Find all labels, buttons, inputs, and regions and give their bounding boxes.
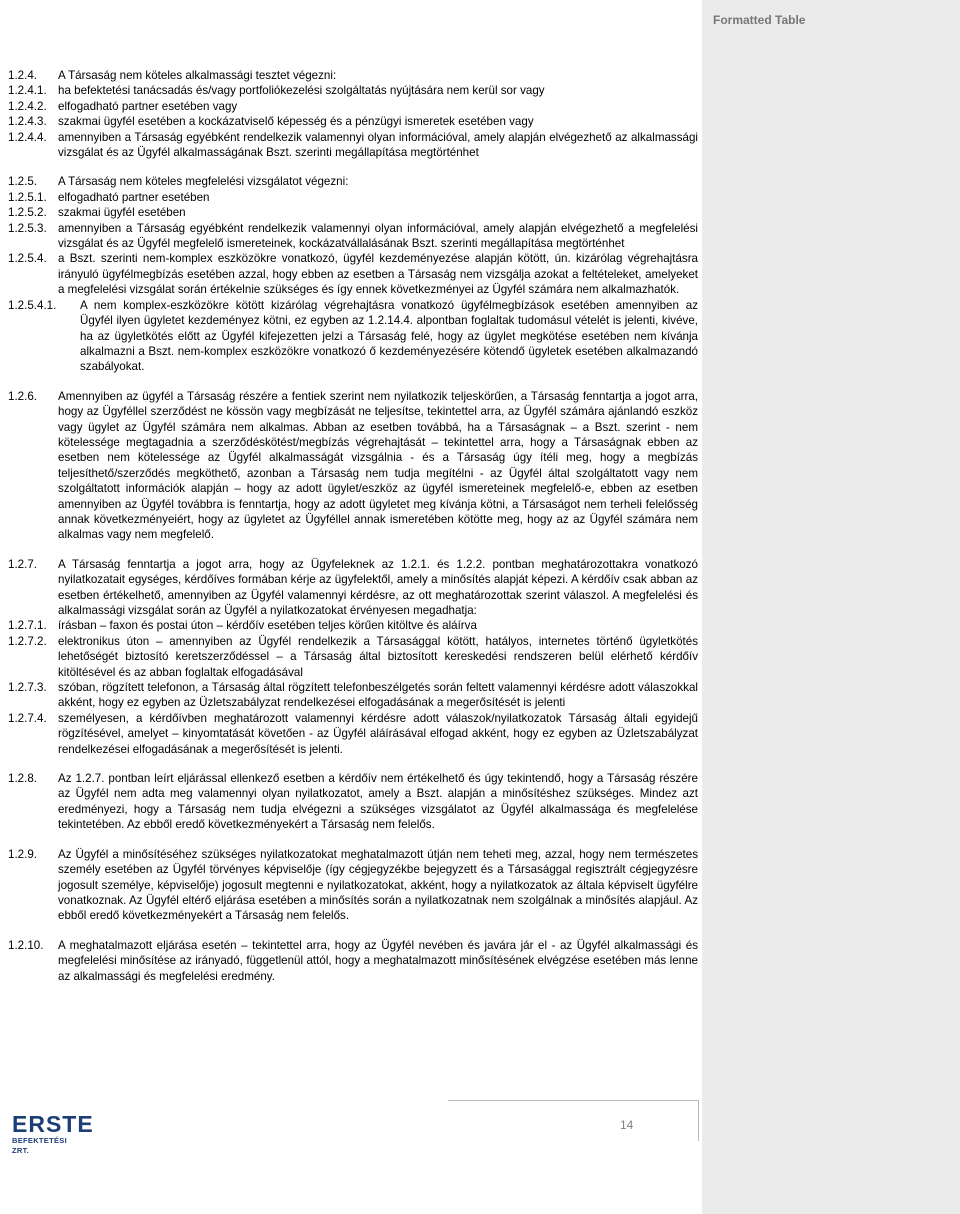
logo-subtext: BEFEKTETÉSI ZRT.: [12, 1136, 67, 1155]
section-text: elfogadható partner esetében vagy: [58, 99, 238, 113]
section-text: Az 1.2.7. pontban leírt eljárással ellenkező esetben a kérdőív nem értékelhető és úgy tekintendő, hogy a Társaság részére az Ügyfél nem adta meg valamennyi olyan nyilatkozatot, amely a Bszt. alapján a minősítéshez szükséges. Mindez azt eredményezi, hogy a Társaság nem tudja elvégezni a szükséges vizsgálatot az Ügyfél alkalmassága és megfelelése tekintetében. Az ebből eredő következményekért a Társaság nem felelős.: [58, 772, 698, 832]
section-1-2-5-3: [8, 221, 698, 252]
section-number: 1.2.6.: [8, 389, 38, 403]
section-text: szakmai ügyfél esetében a kockázatviselő képesség és a pénzügyi ismeretek esetében vagy: [58, 115, 534, 129]
section-number: 1.2.7.3.: [8, 681, 47, 695]
section-text: a Bszt. szerinti nem-komplex eszközökre vonatkozó, ügyfél kezdeményezése alapján kötött, ún. kizárólag végrehajtásra irányuló ügyfélmegbízás esetében azzal, hogy ebben az esetben a Társaság nem vizsgálja azokat a feltételeket, amelyeket a megfelelési vizsgálat során értékelnie szükséges és így ennek következményei az Ügyfél számára nem alkalmazhatók.: [58, 252, 698, 297]
section-text: szakmai ügyfél esetében: [58, 206, 186, 220]
section-1-2-5-4: [8, 251, 698, 297]
section-text: A nem komplex-eszközökre kötött kizárólag végrehajtásra vonatkozó ügyfélmegbízások esetében amennyiben az Ügyfél ilyen ügyletet kezdeményez kötni, ez egyben az 1.2.14.4. alpontban foglaltak tudomásul vételét is jelenti, kivéve, ha az ügyletkötés előtt az Ügyfél kifejezetten jelzi a Társaság felé, hogy az ügylet megkötése esetében nem kívánja alkalmazni a Bszt. nem-komplex eszközökre vonatkozó ő kezdeményezésére kötendő ügyletek esetében alkalmazandó szabályokat.: [80, 298, 698, 374]
section-number: 1.2.7.4.: [8, 711, 47, 725]
section-1-2-4-2: [8, 99, 698, 114]
section-number: 1.2.10.: [8, 938, 44, 952]
section-text: A Társaság nem köteles alkalmassági tesztet végezni:: [58, 69, 337, 82]
section-text: írásban – faxon és postai úton – kérdőív esetében teljes körűen kitöltve és aláírva: [58, 619, 477, 633]
erste-logo: [12, 1111, 94, 1156]
section-number: 1.2.7.2.: [8, 634, 47, 648]
section-1-2-4-1: [8, 83, 698, 98]
section-number: 1.2.5.4.: [8, 252, 47, 266]
section-text: amennyiben a Társaság egyébként rendelkezik valamennyi olyan információval, amely alapján elvégezhető az alkalmassági vizsgálat és az Ügyfél alkalmasságának Bszt. szerinti megállapítása megtörténhet: [58, 130, 698, 160]
section-text: elektronikus úton – amennyiben az Ügyfél rendelkezik a Társasággal kötött, hatályos, internetes történő ügyletkötés lehetőségét biztosító keretszerződéssel – a Társaság által biztosított kereskedési rendszeren belül elérhető kérdőív kitöltésével és az abban foglaltak elfogadásával: [58, 634, 698, 679]
section-number: 1.2.5.: [8, 175, 38, 189]
section-text: szóban, rögzített telefonon, a Társaság által rögzített telefonbeszélgetés során feltett valamennyi kérdésre adott válaszokkal akként, hogy ez egyben az Üzletszabályzat rendelkezései elfogadásának a megerősítését is jelenti: [58, 681, 698, 710]
section-1-2-4: [8, 68, 698, 83]
section-1-2-5: [8, 174, 698, 189]
section-1-2-6: [8, 389, 698, 543]
section-number: 1.2.7.1.: [8, 619, 47, 633]
section-text: ha befektetési tanácsadás és/vagy portfoliókezelési szolgáltatás nyújtására nem kerül sor vagy: [58, 84, 545, 98]
section-1-2-4-4: [8, 130, 698, 161]
section-1-2-9: [8, 847, 698, 924]
section-1-2-7-3: [8, 680, 698, 711]
section-text: A Társaság nem köteles megfelelési vizsgálatot végezni:: [58, 175, 349, 189]
logo-wordmark: ERSTE: [12, 1111, 94, 1137]
section-1-2-7-2: [8, 634, 698, 680]
section-1-2-7: [8, 557, 698, 619]
section-text: A meghatalmazott eljárása esetén – tekintettel arra, hogy az Ügyfél nevében és javára jár el - az Ügyfél alkalmassági és megfelelési minősítése az irányadó, függetlenül attól, hogy a meghatalmazott minősítésének elvégzése esetében más lenne az alkalmassági és megfelelési eredmény.: [58, 938, 698, 983]
section-1-2-5-1: [8, 190, 698, 205]
section-number: 1.2.4.4.: [8, 130, 47, 144]
section-1-2-5-2: [8, 205, 698, 220]
section-text: Amennyiben az ügyfél a Társaság részére a fentiek szerint nem nyilatkozik teljeskörűen, a Társaság fenntartja a jogot arra, hogy az Ügyféllel szerződést ne kössön vagy megbízását ne teljesítse, tekintettel arra, az Ügyfél számára ajánlandó eszköz vagy ügylet az Ügyfél számára nem alkalmas. Abban az esetben továbbá, ha a Társaságnak – a Bszt. szerint - nem kötelessége megtagadnia a szerződéskötést/megbízás végrehajtását – tekintettel arra, hogy a Társaságnak ebben az esetben nem kötelessége az Ügyfél alkalmasságát vizsgálnia - és a Társaság úgy ítéli meg, hogy a megbízás teljesíthető/szerződés megköthető, azonban a Társaság nem tudja megítélni - az Ügyfél által szolgáltatott vagy nem szolgáltatott információk alapján – hogy az adott ügylet/eszköz az ügyfél ismereteinek megfelelő-e, ebben az esetben amennyiben az Ügyfél továbbra is fenntartja, hogy az adott ügyletet meg kívánja kötni, a Társaságot nem terheli felelősség annak következményeiért, hogy az ügyletet az Ügyféllel annak ismeretében kötötte meg, hogy az az Ügyfél számára nem alkalmas vagy nem megfelelő.: [58, 389, 698, 542]
section-number: 1.2.4.2.: [8, 99, 47, 113]
section-1-2-10: [8, 938, 698, 984]
page-number-frame: [448, 1100, 699, 1141]
section-number: 1.2.5.3.: [8, 221, 47, 235]
section-number: 1.2.7.: [8, 557, 38, 571]
section-1-2-7-4: [8, 711, 698, 757]
section-number: 1.2.4.1.: [8, 84, 47, 98]
section-number: 1.2.5.1.: [8, 190, 47, 204]
section-number: 1.2.5.2.: [8, 206, 47, 220]
section-text: személyesen, a kérdőívben meghatározott valamennyi kérdésre adott válaszok/nyilatkozatok Társaság általi egyidejű rögzítésével, amelyet – kinyomtatását követően - az Ügyfél aláírásával elfogad akként, hogy ez egyben az Üzletszabályzat rendelkezései elfogadásának a megerősítését is jelenti.: [58, 711, 698, 756]
document-body: [8, 68, 698, 984]
section-text: Az Ügyfél a minősítéséhez szükséges nyilatkozatokat meghatalmazott útján nem teheti meg, azzal, hogy nem természetes személy esetében az Ügyfél törvényes képviselője (így cégjegyzékbe bejegyzett és a Társasággal regisztrált cégjegyzésre jogosult személye, képviselője) jogosult megtenni e nyilatkozatokat, akként, hogy a nyilatkozatok az általa képviselt ügyfélre vonatkoznak. Az Ügyfél eltérő eljárása esetében a minősítés során a nyilatkozatnak nem szolgálnak a minősítés alapjául. Az ebből eredő következményekért a Társaság nem felelős.: [58, 847, 698, 923]
section-1-2-4-3: [8, 114, 698, 129]
page-number: 14: [620, 1118, 634, 1132]
section-text: amennyiben a Társaság egyébként rendelkezik valamennyi olyan információval, amely alapján elvégezhető a megfelelési vizsgálat és az Ügyfél megfelelő ismereteinek, kockázatvállalásának Bszt. szerinti megállapítása megtörténhet: [58, 221, 698, 251]
section-number: 1.2.4.: [8, 69, 38, 82]
section-1-2-5-4-1: [8, 298, 698, 375]
section-1-2-7-1: [8, 618, 698, 633]
comment-margin-panel: [702, 0, 960, 1214]
section-number: 1.2.4.3.: [8, 115, 47, 129]
section-text: A Társaság fenntartja a jogot arra, hogy az Ügyfeleknek az 1.2.1. és 1.2.2. pontban meghatározottakra vonatkozó nyilatkozatait egységes, kérdőíves formában kérje az ügyfelektől, amely a minősítés alapját képezi. A kérdőív csak abban az esetben értékelhető, amennyiben az Ügyfél valamennyi kérdésre, az ott meghatározottak szerint válaszol. A megfelelési és alkalmassági vizsgálat során az Ügyfél a nyilatkozatokat érvényesen megadhatja:: [58, 557, 698, 617]
section-number: 1.2.8.: [8, 772, 38, 786]
section-number: 1.2.9.: [8, 847, 38, 861]
section-number: 1.2.5.4.1.: [8, 298, 57, 312]
section-1-2-8: [8, 771, 698, 833]
margin-panel-title: Formatted Table: [713, 13, 806, 27]
section-text: elfogadható partner esetében: [58, 190, 210, 204]
